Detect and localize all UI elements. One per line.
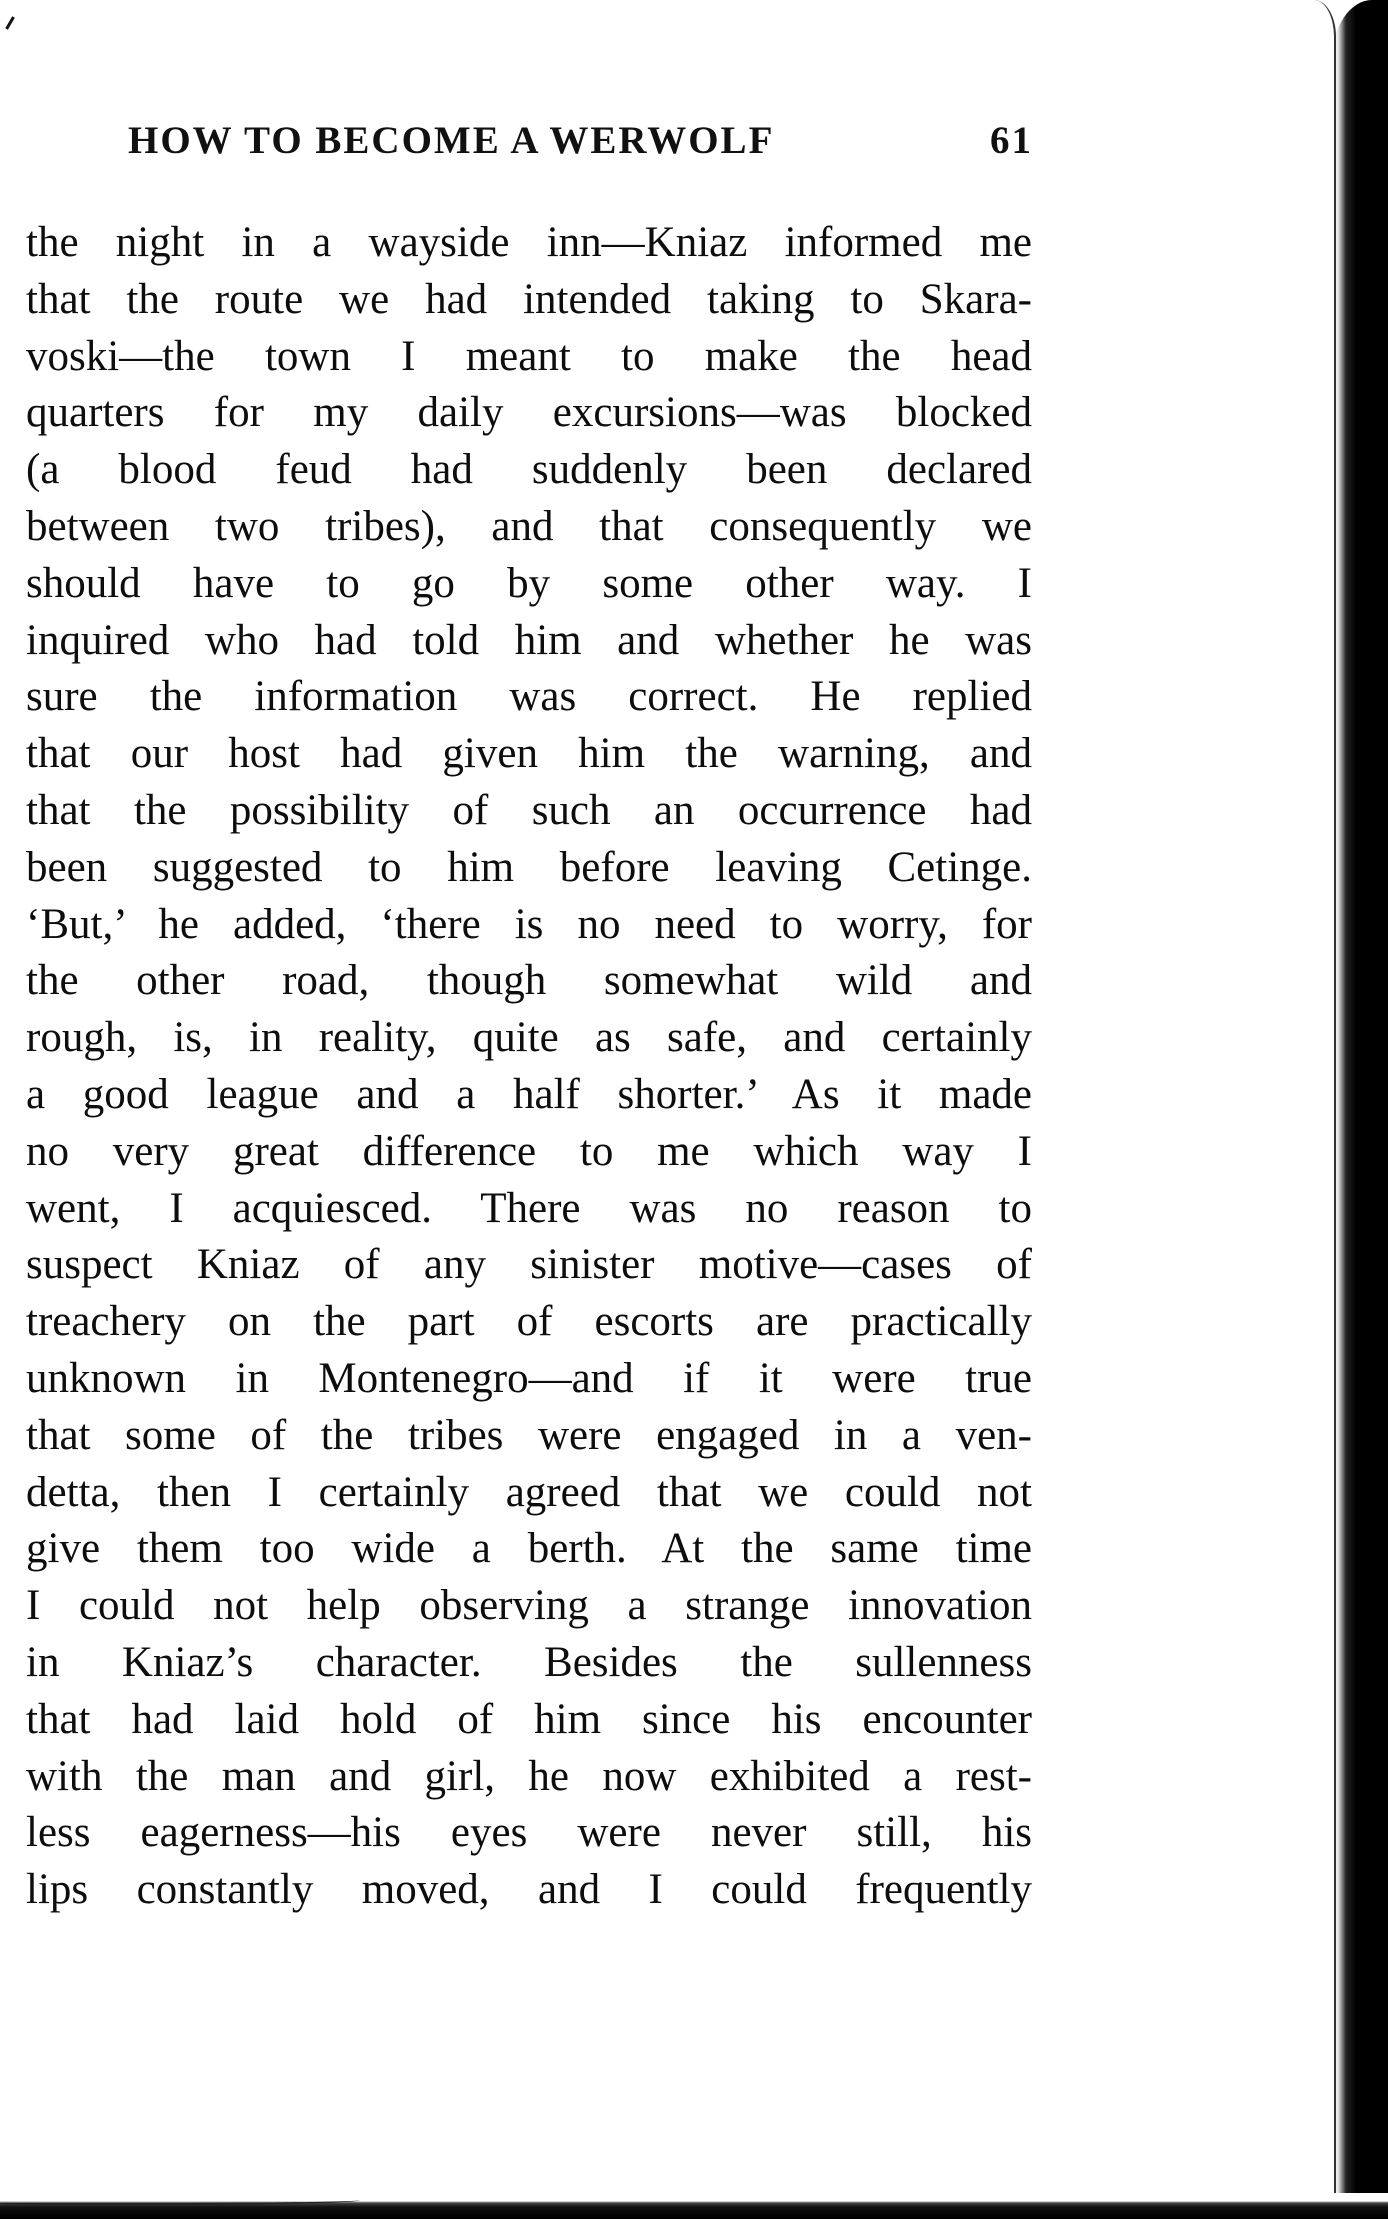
text-line: no very great difference to me which way I xyxy=(26,1127,1032,1175)
text-line: sure the information was correct. He replied xyxy=(26,673,1032,721)
body-text xyxy=(26,215,1032,1919)
text-line: with the man and girl, he now exhibited a rest- xyxy=(26,1752,1032,1800)
text-line: lips constantly moved, and I could frequently xyxy=(26,1866,1032,1914)
running-header xyxy=(128,118,1033,174)
text-line: less eagerness—his eyes were never still, his xyxy=(26,1809,1032,1857)
text-line: that the possibility of such an occurrence had xyxy=(26,786,1032,834)
text-line: between two tribes), and that consequently we xyxy=(26,502,1032,550)
text-line: that had laid hold of him since his encounter xyxy=(26,1695,1032,1743)
text-line: the other road, though somewhat wild and xyxy=(26,957,1032,1005)
text-line: that our host had given him the warning, and xyxy=(26,730,1032,778)
running-header-title: HOW TO BECOME A WERWOLF xyxy=(128,119,775,162)
page-edge-shadow xyxy=(1332,0,1388,2219)
text-line: ‘But,’ he added, ‘there is no need to worry, for xyxy=(26,900,1032,948)
bottom-scan-edge xyxy=(0,2193,1388,2219)
text-line: inquired who had told him and whether he was xyxy=(26,616,1032,664)
text-line: unknown in Montenegro—and if it were true xyxy=(26,1354,1032,1402)
text-line: I could not help observing a strange innovation xyxy=(26,1582,1032,1630)
text-line: rough, is, in reality, quite as safe, and certainly xyxy=(26,1014,1032,1062)
text-line: suspect Kniaz of any sinister motive—cases of xyxy=(26,1241,1032,1289)
text-line: voski—the town I meant to make the head xyxy=(26,332,1032,380)
text-line: quarters for my daily excursions—was blocked xyxy=(26,389,1032,437)
text-line: a good league and a half shorter.’ As it made xyxy=(26,1070,1032,1118)
text-line: (a blood feud had suddenly been declared xyxy=(26,446,1032,494)
page-number: 61 xyxy=(990,119,1033,162)
text-line: been suggested to him before leaving Cetinge. xyxy=(26,843,1032,891)
text-line: give them too wide a berth. At the same time xyxy=(26,1525,1032,1573)
scan-mark xyxy=(5,16,22,34)
text-line: in Kniaz’s character. Besides the sullenness xyxy=(26,1638,1032,1686)
text-line: that some of the tribes were engaged in a ven- xyxy=(26,1411,1032,1459)
text-line: that the route we had intended taking to Skara- xyxy=(26,275,1032,323)
text-line: the night in a wayside inn—Kniaz informed me xyxy=(26,219,1032,266)
text-line: treachery on the part of escorts are practically xyxy=(26,1298,1032,1346)
text-line: detta, then I certainly agreed that we could not xyxy=(26,1468,1032,1516)
text-line: went, I acquiesced. There was no reason to xyxy=(26,1184,1032,1232)
text-line: should have to go by some other way. I xyxy=(26,559,1032,607)
